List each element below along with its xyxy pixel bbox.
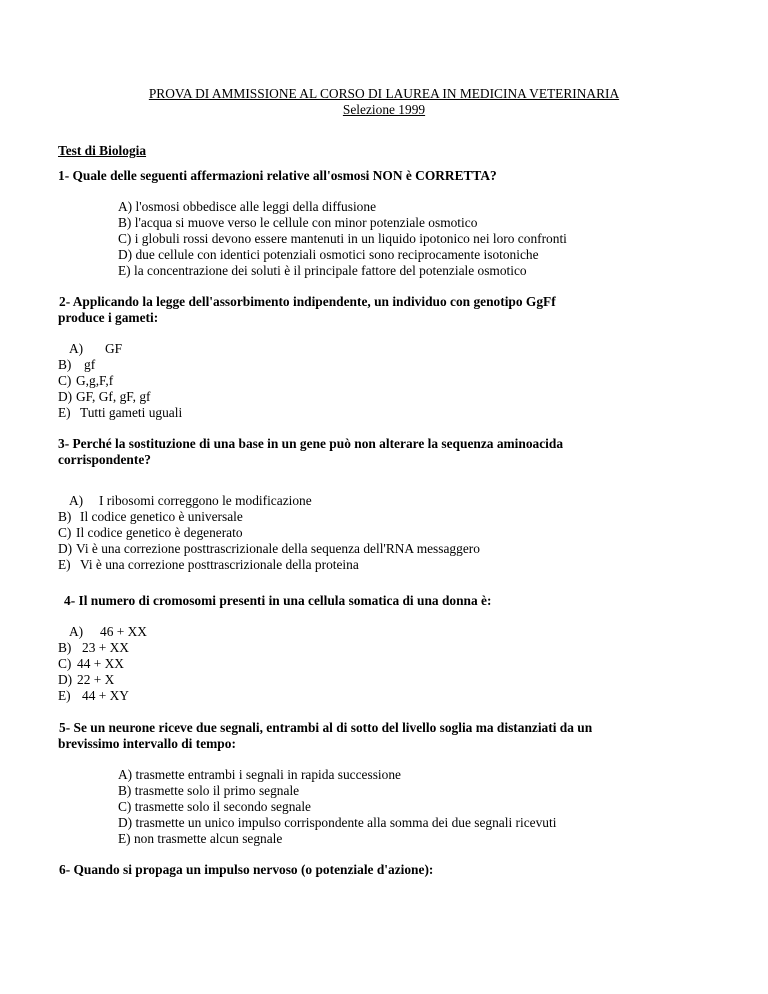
question-3-value-d: Vi è una correzione posttrascrizionale della sequenza dell'RNA messaggero <box>76 541 480 556</box>
question-2-value-d: GF, Gf, gF, gf <box>76 389 151 404</box>
question-4-value-c: 44 + XX <box>77 656 124 671</box>
question-3-value-b: Il codice genetico è universale <box>80 509 243 524</box>
question-2-label-a: A) <box>69 341 84 356</box>
question-3-label-d: D) <box>58 541 73 556</box>
question-4-value-d: 22 + X <box>77 672 115 687</box>
question-2-value-e: Tutti gameti uguali <box>80 405 183 420</box>
question-4-label-d: D) <box>58 672 73 687</box>
question-1-option-e: E) la concentrazione dei soluti è il principale fattore del potenziale osmotico <box>118 263 527 278</box>
document-title: PROVA DI AMMISSIONE AL CORSO DI LAUREA IN MEDICINA VETERINARIA <box>148 86 620 101</box>
question-3-label-b: B) <box>58 509 72 524</box>
question-6-text: 6- Quando si propaga un impulso nervoso (o potenziale d'azione): <box>59 862 434 877</box>
question-5-text-line-1: 5- Se un neurone riceve due segnali, entrambi al di sotto del livello soglia ma distanziati da un <box>59 720 593 735</box>
question-2-value-c: G,g,F,f <box>76 373 114 388</box>
question-2-label-e: E) <box>58 405 71 420</box>
question-2-label-c: C) <box>58 373 72 388</box>
question-3-label-e: E) <box>58 557 71 572</box>
question-3-value-e: Vi è una correzione posttrascrizionale della proteina <box>80 557 359 572</box>
question-5-option-a: A) trasmette entrambi i segnali in rapida successione <box>118 767 401 782</box>
question-5-option-d: D) trasmette un unico impulso corrispondente alla somma dei due segnali ricevuti <box>118 815 557 830</box>
question-4-value-b: 23 + XX <box>82 640 129 655</box>
question-3-text-line-1: 3- Perché la sostituzione di una base in un gene può non alterare la sequenza aminoacida <box>58 436 564 451</box>
question-2-label-b: B) <box>58 357 72 372</box>
question-5-option-b: B) trasmette solo il primo segnale <box>118 783 300 798</box>
question-3-label-a: A) <box>69 493 84 508</box>
question-4-value-a: 46 + XX <box>100 624 147 639</box>
question-2-text-line-2: produce i gameti: <box>58 310 159 325</box>
question-5-option-e: E) non trasmette alcun segnale <box>118 831 283 846</box>
document-subtitle: Selezione 1999 <box>342 102 426 117</box>
question-3-text-line-2: corrispondente? <box>58 452 151 467</box>
question-2-label-d: D) <box>58 389 73 404</box>
question-4-text: 4- Il numero di cromosomi presenti in una cellula somatica di una donna è: <box>64 593 492 608</box>
question-4-label-c: C) <box>58 656 72 671</box>
question-1-option-c: C) i globuli rossi devono essere mantenuti in un liquido ipotonico nei loro confronti <box>118 231 567 246</box>
question-3-value-c: Il codice genetico è degenerato <box>76 525 243 540</box>
question-1-option-b: B) l'acqua si muove verso le cellule con minor potenziale osmotico <box>118 215 478 230</box>
question-1-option-d: D) due cellule con identici potenziali osmotici sono reciprocamente isotoniche <box>118 247 539 262</box>
question-5-option-c: C) trasmette solo il secondo segnale <box>118 799 312 814</box>
question-1-option-a: A) l'osmosi obbedisce alle leggi della diffusione <box>118 199 377 214</box>
question-5-text-line-2: brevissimo intervallo di tempo: <box>58 736 236 751</box>
question-2-value-a: GF <box>105 341 123 356</box>
question-1-text: 1- Quale delle seguenti affermazioni relative all'osmosi NON è CORRETTA? <box>58 168 497 183</box>
question-4-label-b: B) <box>58 640 72 655</box>
question-4-label-e: E) <box>58 688 71 703</box>
question-3-label-c: C) <box>58 525 72 540</box>
question-3-value-a: I ribosomi correggono le modificazione <box>99 493 312 508</box>
question-2-text-line-1: 2- Applicando la legge dell'assorbimento indipendente, un individuo con genotipo GgFf <box>59 294 556 309</box>
question-4-value-e: 44 + XY <box>82 688 129 703</box>
section-title: Test di Biologia <box>58 143 147 158</box>
question-2-value-b: gf <box>84 357 96 372</box>
question-4-label-a: A) <box>69 624 84 639</box>
